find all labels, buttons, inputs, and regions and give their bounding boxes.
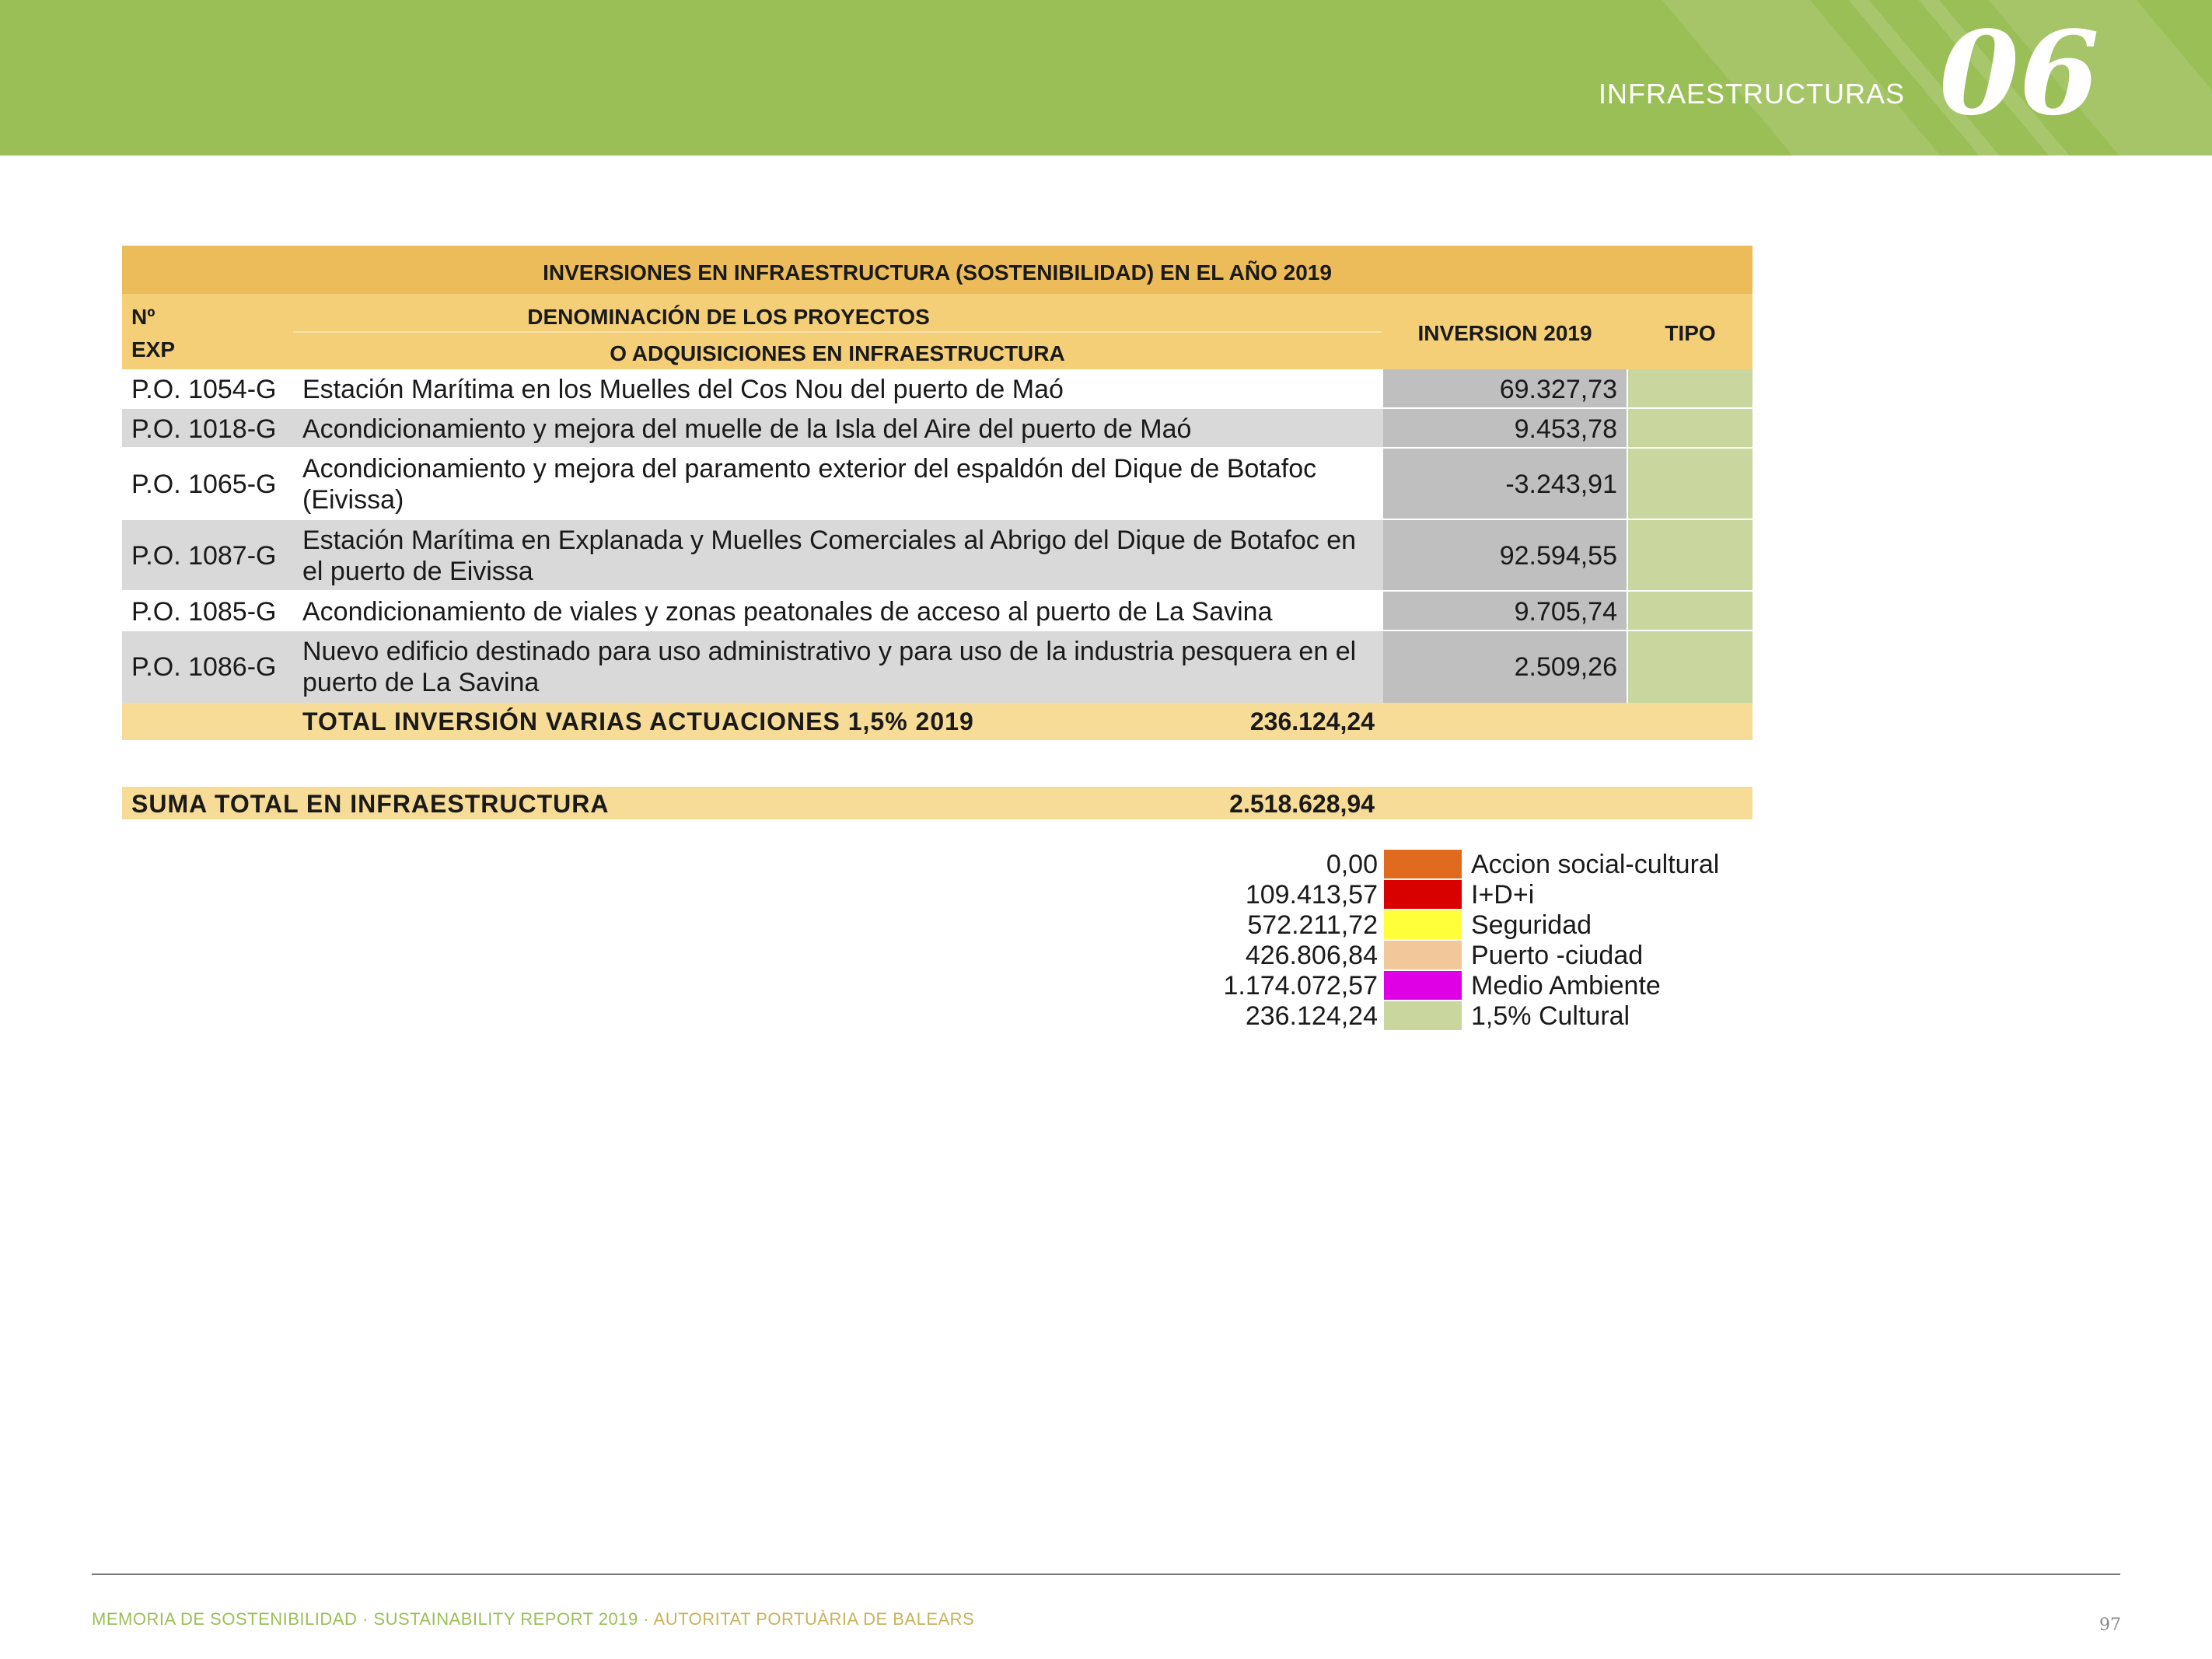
col-tipo-header: TIPO — [1665, 321, 1716, 345]
legend-label: Puerto -ciudad — [1471, 941, 1644, 970]
summary-label: SUMA TOTAL EN INFRAESTRUCTURA — [131, 790, 610, 818]
header-divider — [293, 331, 1382, 333]
description-cell: Acondicionamiento y mejora del paramento exterior del espaldón del Dique de Botafoc (Eivissa) — [302, 454, 1317, 515]
legend-amount: 426.806,84 — [1245, 941, 1378, 970]
table-row — [122, 631, 1752, 703]
legend-amount: 109.413,57 — [1245, 880, 1378, 910]
table-header — [122, 294, 1752, 369]
tipo-cell — [1628, 592, 1752, 631]
summary-row — [122, 787, 1752, 819]
col-denominacion-header: O ADQUISICIONES EN INFRAESTRUCTURA — [610, 341, 1065, 365]
col-exp-header: EXP — [131, 337, 176, 361]
legend-swatch — [1384, 941, 1462, 969]
legend-label: Medio Ambiente — [1471, 971, 1661, 1001]
table-row — [122, 449, 1752, 520]
legend-item — [1089, 941, 1757, 971]
tipo-cell — [1628, 369, 1752, 409]
investment-cell: 92.594,55 — [1383, 520, 1627, 592]
description-cell: Acondicionamiento de viales y zonas peatonales de acceso al puerto de La Savina — [302, 596, 1273, 627]
description-cell: Estación Marítima en los Muelles del Cos Nou del puerto de Maó — [302, 374, 1064, 404]
legend-amount: 236.124,24 — [1245, 1001, 1378, 1031]
legend-item — [1089, 880, 1757, 910]
legend-amount: 1.174.072,57 — [1223, 971, 1378, 1001]
summary-value: 2.518.628,94 — [1229, 790, 1375, 818]
legend-label: Seguridad — [1471, 910, 1592, 940]
legend-item — [1089, 971, 1757, 1001]
legend-label: Accion social-cultural — [1471, 850, 1720, 879]
legend-swatch — [1384, 1001, 1462, 1030]
tipo-cell — [1628, 409, 1752, 449]
table-title: INVERSIONES EN INFRAESTRUCTURA (SOSTENIBILIDAD) EN EL AÑO 2019 — [122, 246, 1752, 294]
chapter-number: 06 — [1939, 5, 2099, 141]
investment-cell: 9.453,78 — [1383, 409, 1627, 449]
exp-cell: P.O. 1054-G — [131, 374, 277, 404]
investment-cell: 69.327,73 — [1383, 369, 1627, 409]
exp-cell: P.O. 1086-G — [131, 652, 277, 682]
legend-amount: 0,00 — [1326, 850, 1378, 879]
exp-cell: P.O. 1065-G — [131, 470, 277, 499]
legend-amount: 572.211,72 — [1247, 910, 1378, 940]
description-cell: Acondicionamiento y mejora del muelle de la Isla del Aire del puerto de Maó — [302, 414, 1192, 444]
total-value: 236.124,24 — [1249, 707, 1375, 735]
section-title: INFRAESTRUCTURAS — [1599, 78, 1906, 110]
legend-swatch — [1384, 880, 1462, 909]
tipo-cell — [1628, 631, 1752, 703]
legend-swatch — [1384, 850, 1462, 878]
col-denominacion-header: DENOMINACIÓN DE LOS PROYECTOS — [527, 305, 930, 329]
legend-item — [1089, 1001, 1757, 1032]
total-label: TOTAL INVERSIÓN VARIAS ACTUACIONES 1,5% 2019 — [302, 707, 974, 735]
legend-label: 1,5% Cultural — [1471, 1001, 1630, 1031]
footer-report-title: MEMORIA DE SOSTENIBILIDAD · SUSTAINABILITY REPORT 2019 · — [92, 1609, 654, 1629]
exp-cell: P.O. 1018-G — [131, 414, 277, 444]
exp-cell: P.O. 1087-G — [131, 541, 277, 571]
legend-swatch — [1384, 910, 1462, 939]
total-row — [122, 703, 1752, 740]
footer-text — [92, 1609, 974, 1629]
description-cell: Nuevo edificio destinado para uso administrativo y para uso de la industria pesquera en el puerto de La Savina — [302, 637, 1357, 697]
footer-organization: AUTORITAT PORTUÀRIA DE BALEARS — [653, 1609, 975, 1629]
table-row — [122, 409, 1752, 449]
col-inversion-header: INVERSION 2019 — [1417, 321, 1592, 345]
footer-divider — [92, 1573, 2120, 1575]
exp-cell: P.O. 1085-G — [131, 596, 277, 627]
table-row — [122, 592, 1752, 631]
table-row — [122, 520, 1752, 592]
tipo-cell — [1628, 449, 1752, 520]
investment-cell: 2.509,26 — [1383, 631, 1627, 703]
investment-cell: -3.243,91 — [1383, 449, 1627, 520]
description-cell: Estación Marítima en Explanada y Muelles Comerciales al Abrigo del Dique de Botafoc en el puerto de Eivissa — [302, 526, 1357, 586]
page-number: 97 — [2099, 1615, 2121, 1635]
legend-item — [1089, 850, 1757, 880]
header-band — [0, 0, 2212, 155]
table-row — [122, 369, 1752, 409]
legend-item — [1089, 910, 1757, 941]
legend-swatch — [1384, 971, 1462, 1000]
col-exp-header: Nº — [131, 305, 156, 329]
tipo-cell — [1628, 520, 1752, 592]
legend-label: I+D+i — [1471, 880, 1535, 910]
legend — [1089, 850, 1757, 1032]
investment-cell: 9.705,74 — [1383, 592, 1627, 631]
